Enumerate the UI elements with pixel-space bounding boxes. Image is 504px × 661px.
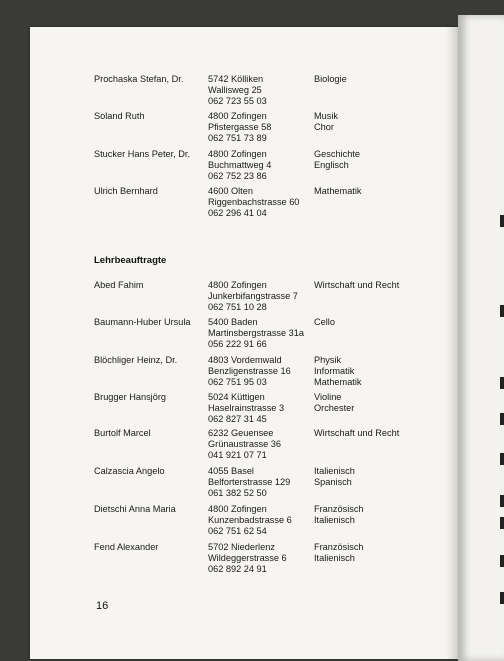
staff-name: Ulrich Bernhard [94, 186, 158, 196]
address-line: 062 892 24 91 [208, 564, 267, 575]
address-line: 062 751 95 03 [208, 377, 267, 388]
address-line: 062 752 23 86 [208, 171, 267, 182]
staff-address [208, 317, 318, 351]
subject-line: Spanisch [314, 477, 352, 488]
address-line: 062 751 73 89 [208, 133, 267, 144]
staff-address [208, 542, 318, 576]
address-line: 062 723 55 03 [208, 96, 267, 107]
staff-name: Soland Ruth [94, 111, 145, 121]
staff-name: Fend Alexander [94, 542, 159, 552]
address-line: 4800 Zofingen [208, 111, 267, 121]
subject-line: Französisch [314, 542, 364, 552]
address-line: Wildeggerstrasse 6 [208, 553, 287, 564]
subject-line: Informatik [314, 366, 355, 377]
staff-name: Calzascia Angelo [94, 466, 165, 476]
address-line: 5742 Kölliken [208, 74, 264, 84]
address-line: 041 921 07 71 [208, 450, 267, 461]
address-line: Walliswеg 25 [208, 85, 262, 96]
subject-line: Violine [314, 392, 342, 402]
staff-subjects [314, 149, 434, 171]
edge-mark [500, 592, 504, 604]
subject-line: Italienisch [314, 553, 355, 564]
address-line: 4800 Zofingen [208, 149, 267, 159]
page-number: 16 [96, 600, 109, 612]
address-line: 062 827 31 45 [208, 414, 267, 425]
staff-name: Brugger Hansjörg [94, 392, 167, 402]
edge-mark [500, 517, 504, 529]
subject-line: Wirtschaft und Recht [314, 428, 400, 438]
address-line: Haselrainstrasse 3 [208, 403, 285, 414]
address-line: 062 296 41 04 [208, 208, 267, 219]
edge-mark [500, 215, 504, 227]
address-line: Kunzenbadstrasse 6 [208, 515, 292, 526]
staff-subjects [314, 466, 434, 488]
edge-mark [500, 305, 504, 317]
address-line: Riggenbachstrasse 60 [208, 197, 300, 208]
staff-subjects [314, 280, 434, 291]
address-line: 062 751 62 54 [208, 526, 267, 537]
staff-subjects [314, 428, 434, 439]
address-line: 4803 Vordemwald [208, 355, 282, 365]
subject-line: Französisch [314, 504, 364, 514]
address-line: 4800 Zofingen [208, 280, 267, 290]
address-line: Belforterstrasse 129 [208, 477, 291, 488]
staff-name: Dietschi Anna Maria [94, 504, 176, 514]
subject-line: Wirtschaft und Recht [314, 280, 400, 290]
staff-subjects [314, 74, 434, 85]
staff-address [208, 111, 318, 145]
edge-mark [500, 453, 504, 465]
subject-line: Italienisch [314, 466, 355, 476]
staff-address [208, 74, 318, 108]
subject-line: Physik [314, 355, 342, 365]
address-line: 056 222 91 66 [208, 339, 267, 350]
staff-subjects [314, 392, 434, 414]
staff-name: Blöchliger Heinz, Dr. [94, 355, 178, 365]
staff-address [208, 504, 318, 538]
edge-mark [500, 377, 504, 389]
staff-address [208, 149, 318, 183]
subject-line: Biologie [314, 74, 347, 84]
staff-subjects [314, 317, 434, 328]
edge-mark [500, 495, 504, 507]
staff-address [208, 355, 318, 389]
staff-name: Burtolf Marcel [94, 428, 151, 438]
subject-line: Musik [314, 111, 338, 121]
edge-mark [500, 555, 504, 567]
staff-subjects [314, 355, 434, 389]
address-line: Junkerbifangstrasse 7 [208, 291, 298, 302]
address-line: 5024 Küttigen [208, 392, 265, 402]
staff-address [208, 280, 318, 314]
address-line: Benzligenstrasse 16 [208, 366, 291, 377]
staff-name: Stucker Hans Peter, Dr. [94, 149, 190, 159]
staff-address [208, 392, 318, 426]
subject-line: Englisch [314, 160, 349, 171]
address-line: 061 382 52 50 [208, 488, 267, 499]
section-heading: Lehrbeauftragte [94, 255, 167, 266]
address-line: Martinsbergstrasse 31a [208, 328, 305, 339]
staff-address [208, 466, 318, 500]
edge-mark [500, 413, 504, 425]
subject-line: Italienisch [314, 515, 355, 526]
address-line: 6232 Geuensee [208, 428, 274, 438]
address-line: 4055 Basel [208, 466, 254, 476]
address-line: 5400 Baden [208, 317, 258, 327]
staff-subjects [314, 504, 434, 526]
address-line: 4800 Zofingen [208, 504, 267, 514]
staff-name: Prochaska Stefan, Dr. [94, 74, 184, 84]
staff-subjects [314, 186, 434, 197]
address-line: Grünaustrasse 36 [208, 439, 282, 450]
staff-address [208, 186, 318, 220]
address-line: 5702 Niederlenz [208, 542, 275, 552]
subject-line: Geschichte [314, 149, 360, 159]
staff-name: Baumann-Huber Ursula [94, 317, 191, 327]
subject-line: Cello [314, 317, 335, 327]
staff-subjects [314, 111, 434, 133]
staff-subjects [314, 542, 434, 564]
subject-line: Mathematik [314, 377, 362, 388]
staff-address [208, 428, 318, 462]
subject-line: Mathematik [314, 186, 362, 196]
facing-page-edge [458, 15, 504, 661]
staff-name: Abed Fahim [94, 280, 144, 290]
address-line: 062 751 10 28 [208, 302, 267, 313]
address-line: Buchmattweg 4 [208, 160, 272, 171]
subject-line: Orchester [314, 403, 355, 414]
address-line: 4600 Olten [208, 186, 253, 196]
subject-line: Chor [314, 122, 334, 133]
address-line: Pfistergasse 58 [208, 122, 272, 133]
